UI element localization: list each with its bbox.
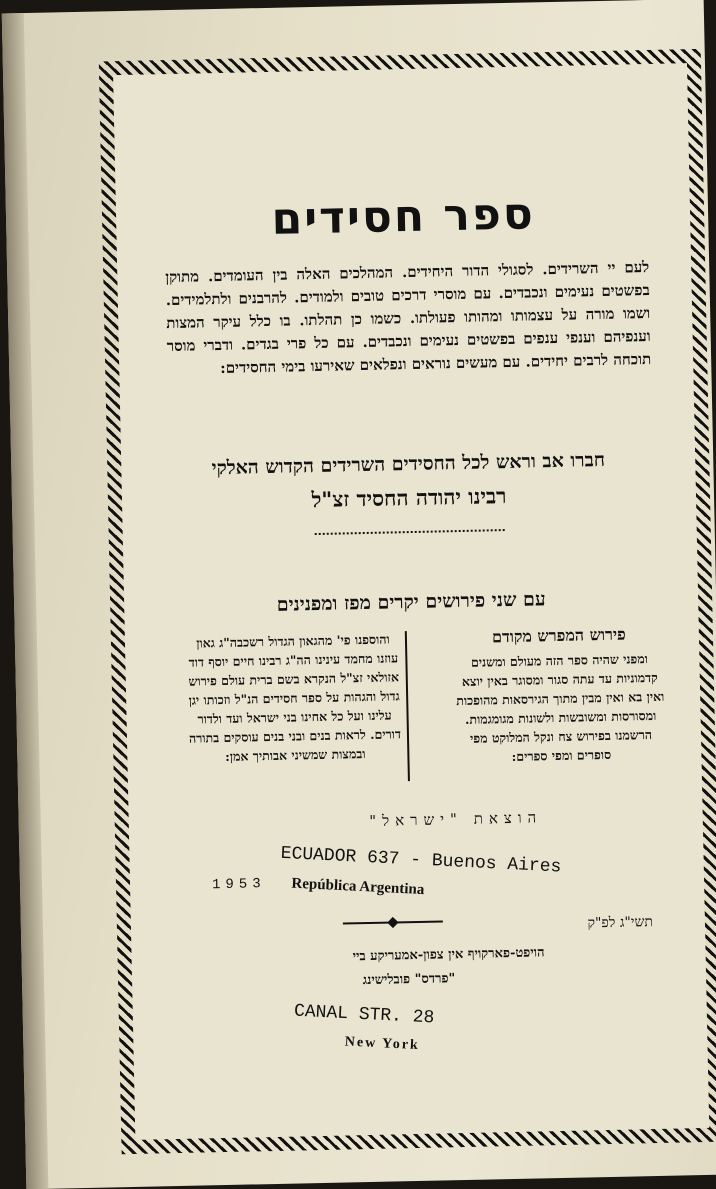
book-page (2, 0, 716, 1189)
city: New York (344, 1034, 421, 1054)
column-divider (405, 631, 410, 781)
ornamental-border (99, 49, 716, 1154)
book-title: ספר חסידים (270, 188, 536, 245)
year: 1953 (211, 876, 266, 894)
intro-paragraph: לעם יי השרידים. לסגולי הדור היחידים. המהלכים האלה בין העומדים. מתוקן בפשטים נעימים ונכבדים. עם מוסרי דרכים טובים ולמודים. להרבנים ולתלמידים. ושמו מורה על עצמותו ומהותו פעולתו. כשמו כן תהלתו. בו כלל עיקר המצות וענפיהם וענפי ענפים בפשטים נעימים ונכבדים. עם כל פרי בגדים. ודברי מוסר תוכחה לרבים יחידים. עם מעשים נוראים ונפלאים שאירעו בימי החסידים: (165, 257, 652, 377)
book-spine (2, 13, 49, 1189)
hebrew-year: תשי"ג לפ"ק (587, 914, 654, 932)
printer-line-1: הויפט-פארקויף אין צפון-אמעריקע ביי (352, 945, 545, 965)
author-line-2: רבינו יהודה החסיד זצ"ל (311, 483, 507, 513)
left-column-text: והוספנו פי' מהגאון הגדול רשכבה"ג גאון עוזנו מחמד עינינו הה"ג רבינו חיים יוסף דוד אזולאי זצ"ל הנקרא בשם ברית עולם פירוש גדול והגהות על ספר חסידים הנ"ל וזכותו יגן עלינו ועל כל אחינו בני ישראל ועד ולדור דורים. לראות בנים ובני בנים עוסקים בתורה ובמצות שמשיני אבותיך אמן: (188, 631, 402, 764)
printer-line-2: "פרדס" פובלישינג (362, 971, 456, 989)
right-column-text: ומפני שהיה ספר הזה מעולם ומשנים קדמוניות עד עתה סגור ומסוגר באין יוצא ואין בא ואין מבין מתוך הגירסאות מהופכות ומסורסות ומשובשות ולשונות מגומגמות. הרשמנו בפירוש צח ונקל המלוקט מפי סופרים ומפי ספרים: (456, 651, 665, 764)
author-line-1: חברו אב וראש לכל החסידים השרידים הקדוש האלקי (211, 448, 606, 480)
commentaries-title: עם שני פירושים יקרים מפז ומפנינים (276, 588, 546, 616)
country: República Argentina (291, 875, 425, 899)
right-column (453, 624, 668, 767)
street-address: CANAL STR. 28 (293, 1001, 435, 1029)
decorative-rule (315, 519, 505, 535)
publisher: הוצאת "ישראל" (369, 808, 543, 830)
small-rule (343, 920, 443, 924)
right-column-heading: פירוש המפרש מקודם (491, 624, 626, 647)
title-page-area (113, 63, 709, 1140)
address: ECUADOR 637 - Buenos Aires (280, 843, 562, 878)
